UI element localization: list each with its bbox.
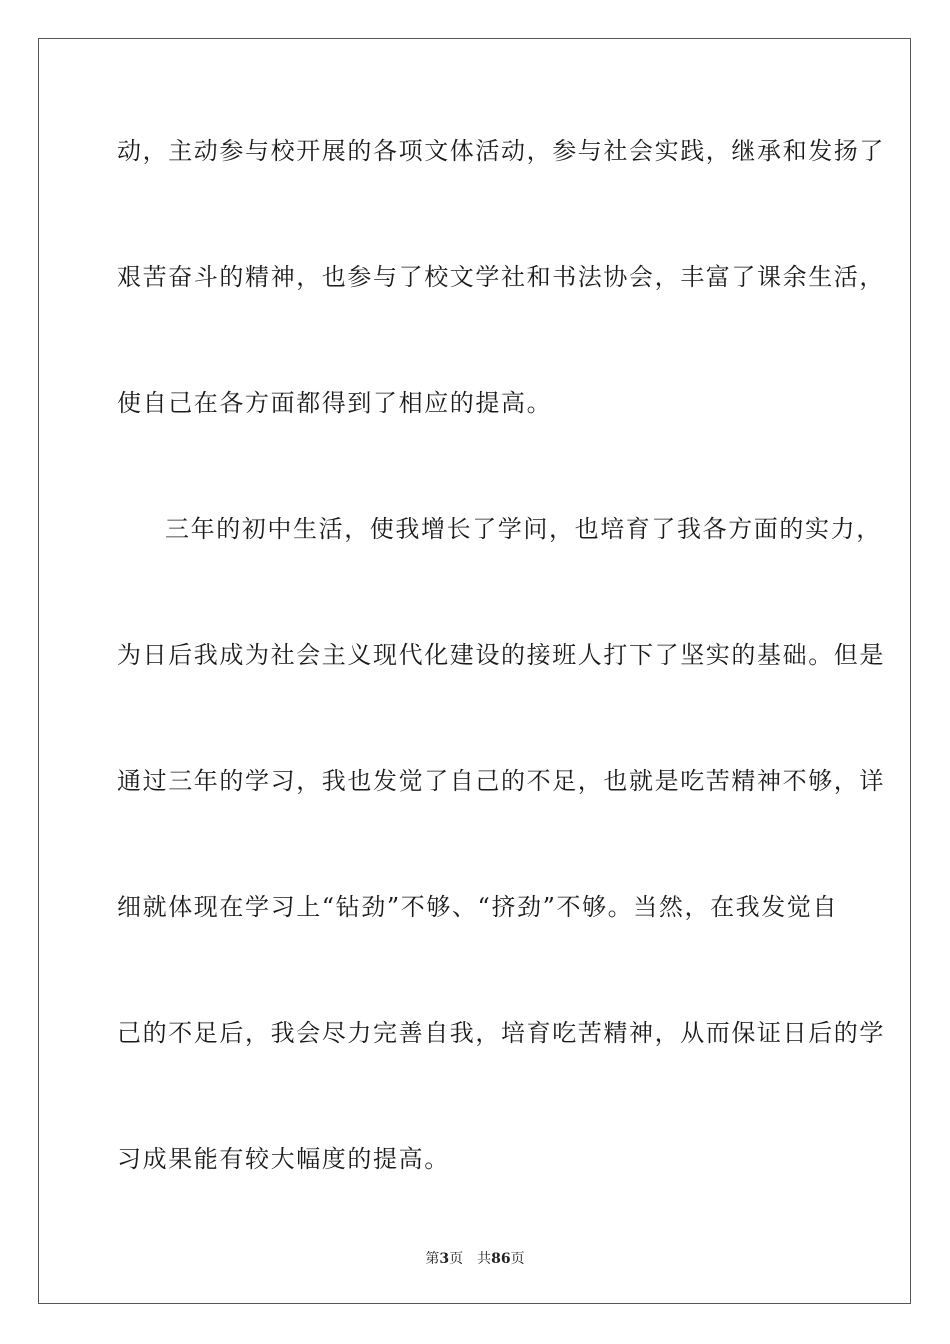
text-line: 为日后我成为社会主义现代化建设的接班人打下了坚实的基础。但是 xyxy=(117,641,885,669)
text-line: 己的不足后，我会尽力完善自我，培育吃苦精神，从而保证日后的学 xyxy=(117,1019,885,1047)
text-line: 习成果能有较大幅度的提高。 xyxy=(117,1145,450,1173)
total-prefix: 共 xyxy=(477,1251,492,1267)
total-pages: 86 xyxy=(491,1251,511,1267)
text-line: 动，主动参与校开展的各项文体活动，参与社会实践，继承和发扬了 xyxy=(117,137,885,165)
text-line: 通过三年的学习，我也发觉了自己的不足，也就是吃苦精神不够，详 xyxy=(117,767,885,795)
paragraph-first-line: 三年的初中生活，使我增长了学问，也培育了我各方面的实力， xyxy=(165,515,882,543)
text-line: 细就体现在学习上“钻劲”不够、“挤劲”不够。当然，在我发觉自 xyxy=(117,893,839,921)
text-line: 艰苦奋斗的精神，也参与了校文学社和书法协会，丰富了课余生活， xyxy=(117,263,885,291)
page-border xyxy=(38,38,911,1304)
page-footer xyxy=(0,1250,950,1268)
page-suffix: 页 xyxy=(449,1251,464,1267)
total-suffix: 页 xyxy=(510,1251,525,1267)
page-number: 3 xyxy=(439,1251,450,1267)
text-line: 使自己在各方面都得到了相应的提高。 xyxy=(117,389,553,417)
page-prefix: 第 xyxy=(425,1251,440,1267)
